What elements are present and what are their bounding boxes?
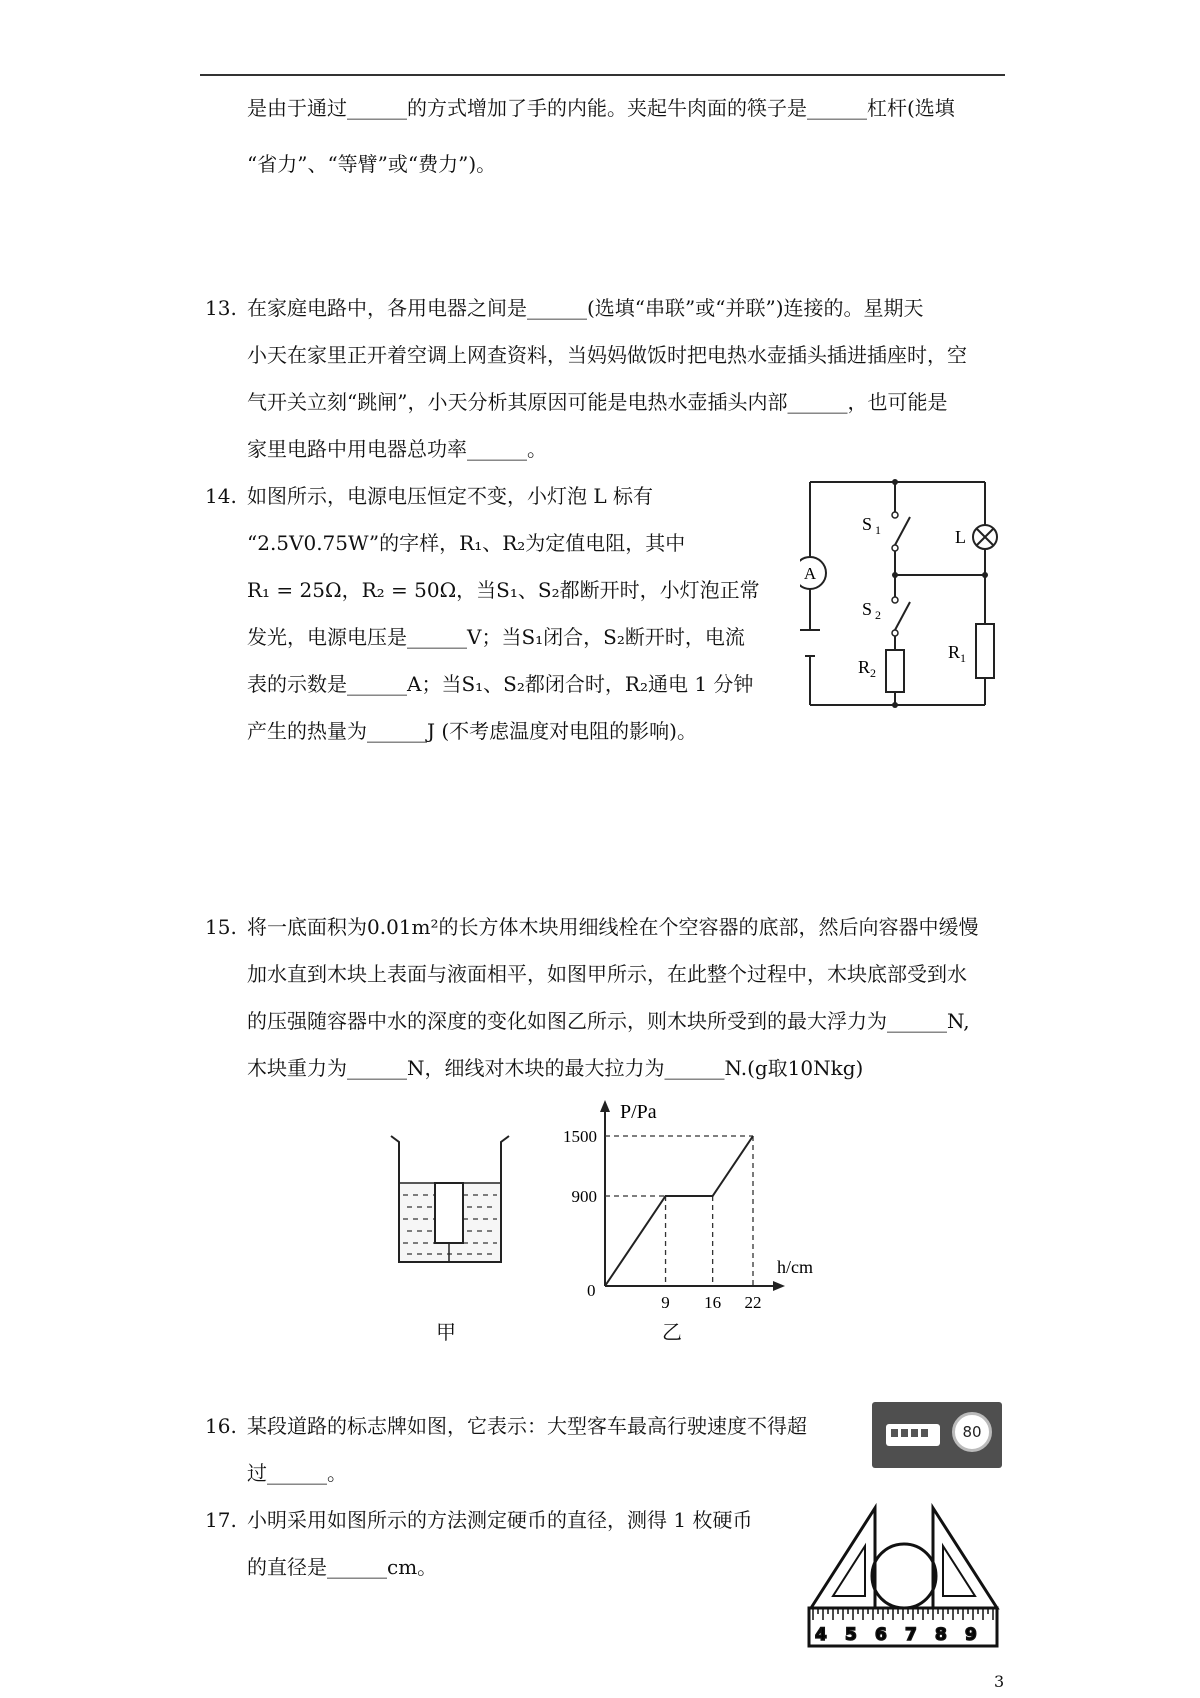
figure-label-yi: 乙 xyxy=(662,1320,682,1344)
s2-label: S xyxy=(862,599,873,619)
q15-line-2: 加水直到木块上表面与液面相平，如图甲所示，在此整个过程中，木块底部受到水 xyxy=(247,962,967,986)
q12-line-2: “省力”、“等臂”或“费力”)。 xyxy=(247,152,497,176)
page-number: 3 xyxy=(994,1672,1005,1691)
speed-limit-circle: 80 xyxy=(952,1412,992,1452)
y-axis-arrow xyxy=(600,1100,610,1112)
pressure-depth-chart xyxy=(555,1096,845,1311)
q13-line-1: 在家庭电路中，各用电器之间是______(选填“串联”或“并联”)连接的。星期天 xyxy=(247,296,924,320)
header-rule xyxy=(200,74,1005,76)
q13-line-2: 小天在家里正开着空调上网查资料，当妈妈做饭时把电热水壶插头插进插座时，空 xyxy=(247,343,967,367)
x-tick-22: 22 xyxy=(744,1293,762,1311)
right-set-square-inner xyxy=(943,1546,975,1596)
x-tick-16: 16 xyxy=(704,1293,722,1311)
y-axis-label: P/Pa xyxy=(620,1101,657,1123)
y-tick-900: 900 xyxy=(571,1187,597,1206)
x-axis-label: h/cm xyxy=(777,1257,813,1277)
q12-line-1: 是由于通过______的方式增加了手的内能。夹起牛肉面的筷子是______杠杆(选填 xyxy=(247,96,955,120)
ruler-label-7: 7 xyxy=(905,1625,917,1645)
q13-line-3: 气开关立刻“跳闸”，小天分析其原因可能是电热水壶插头内部______，也可能是 xyxy=(247,390,948,414)
r1-subscript: 1 xyxy=(960,651,966,665)
x-axis-arrow xyxy=(773,1281,785,1291)
wooden-block xyxy=(435,1183,463,1243)
q14-line-5: 表的示数是______A；当S₁、S₂都闭合时，R₂通电 1 分钟 xyxy=(247,672,754,696)
bus-icon xyxy=(886,1424,940,1446)
circuit-diagram xyxy=(800,470,1010,715)
q15-line-3: 的压强随容器中水的深度的变化如图乙所示，则木块所受到的最大浮力为______N, xyxy=(247,1009,970,1033)
ruler-label-8: 8 xyxy=(935,1625,947,1645)
beaker-figure xyxy=(385,1130,515,1275)
coin xyxy=(872,1544,936,1608)
r1-label: R xyxy=(948,642,961,662)
figure-label-jia: 甲 xyxy=(436,1320,456,1344)
q13-line-4: 家里电路中用电器总功率______。 xyxy=(247,437,547,461)
q17-number: 17. xyxy=(205,1508,237,1532)
q14-line-1: 如图所示，电源电压恒定不变，小灯泡 L 标有 xyxy=(247,484,653,508)
r2-subscript: 2 xyxy=(870,666,876,680)
ammeter-label: A xyxy=(803,564,817,583)
left-set-square-inner xyxy=(833,1546,865,1596)
r2-label: R xyxy=(858,657,871,677)
q14-number: 14. xyxy=(205,484,237,508)
q17-line-2: 的直径是______cm。 xyxy=(247,1555,438,1579)
ruler-label-5: 5 xyxy=(845,1625,857,1645)
q14-line-6: 产生的热量为______J (不考虑温度对电阻的影响)。 xyxy=(247,719,697,743)
ruler-label-6: 6 xyxy=(875,1625,887,1645)
y-tick-1500: 1500 xyxy=(563,1127,597,1146)
q13-number: 13. xyxy=(205,296,237,320)
q16-line-1: 某段道路的标志牌如图，它表示：大型客车最高行驶速度不得超 xyxy=(247,1414,807,1438)
s1-subscript: 1 xyxy=(875,523,881,537)
q16-line-2: 过______。 xyxy=(247,1461,347,1485)
q15-line-1: 将一底面积为0.01m²的长方体木块用细线栓在个空容器的底部，然后向容器中缓慢 xyxy=(247,915,979,939)
q14-line-4: 发光，电源电压是______V；当S₁闭合，S₂断开时，电流 xyxy=(247,625,745,649)
q14-line-3: R₁ = 25Ω，R₂ = 50Ω，当S₁、S₂都断开时，小灯泡正常 xyxy=(247,578,760,602)
origin-label: 0 xyxy=(587,1281,596,1300)
ruler-label-4: 4 xyxy=(815,1625,827,1645)
speed-limit-sign xyxy=(872,1402,1002,1468)
pressure-series-line xyxy=(605,1136,753,1286)
x-tick-9: 9 xyxy=(661,1293,670,1311)
coin-measurement-figure xyxy=(805,1490,1000,1660)
s2-subscript: 2 xyxy=(875,608,881,622)
ruler-label-9: 9 xyxy=(965,1625,977,1645)
q15-number: 15. xyxy=(205,915,237,939)
q16-number: 16. xyxy=(205,1414,237,1438)
lamp-label: L xyxy=(955,527,966,547)
q15-line-4: 木块重力为______N，细线对木块的最大拉力为______N.(g取10Nkg) xyxy=(247,1056,864,1080)
q17-line-1: 小明采用如图所示的方法测定硬币的直径，测得 1 枚硬币 xyxy=(247,1508,753,1532)
q14-line-2: “2.5V0.75W”的字样，R₁、R₂为定值电阻，其中 xyxy=(247,531,686,555)
s1-label: S xyxy=(862,514,873,534)
